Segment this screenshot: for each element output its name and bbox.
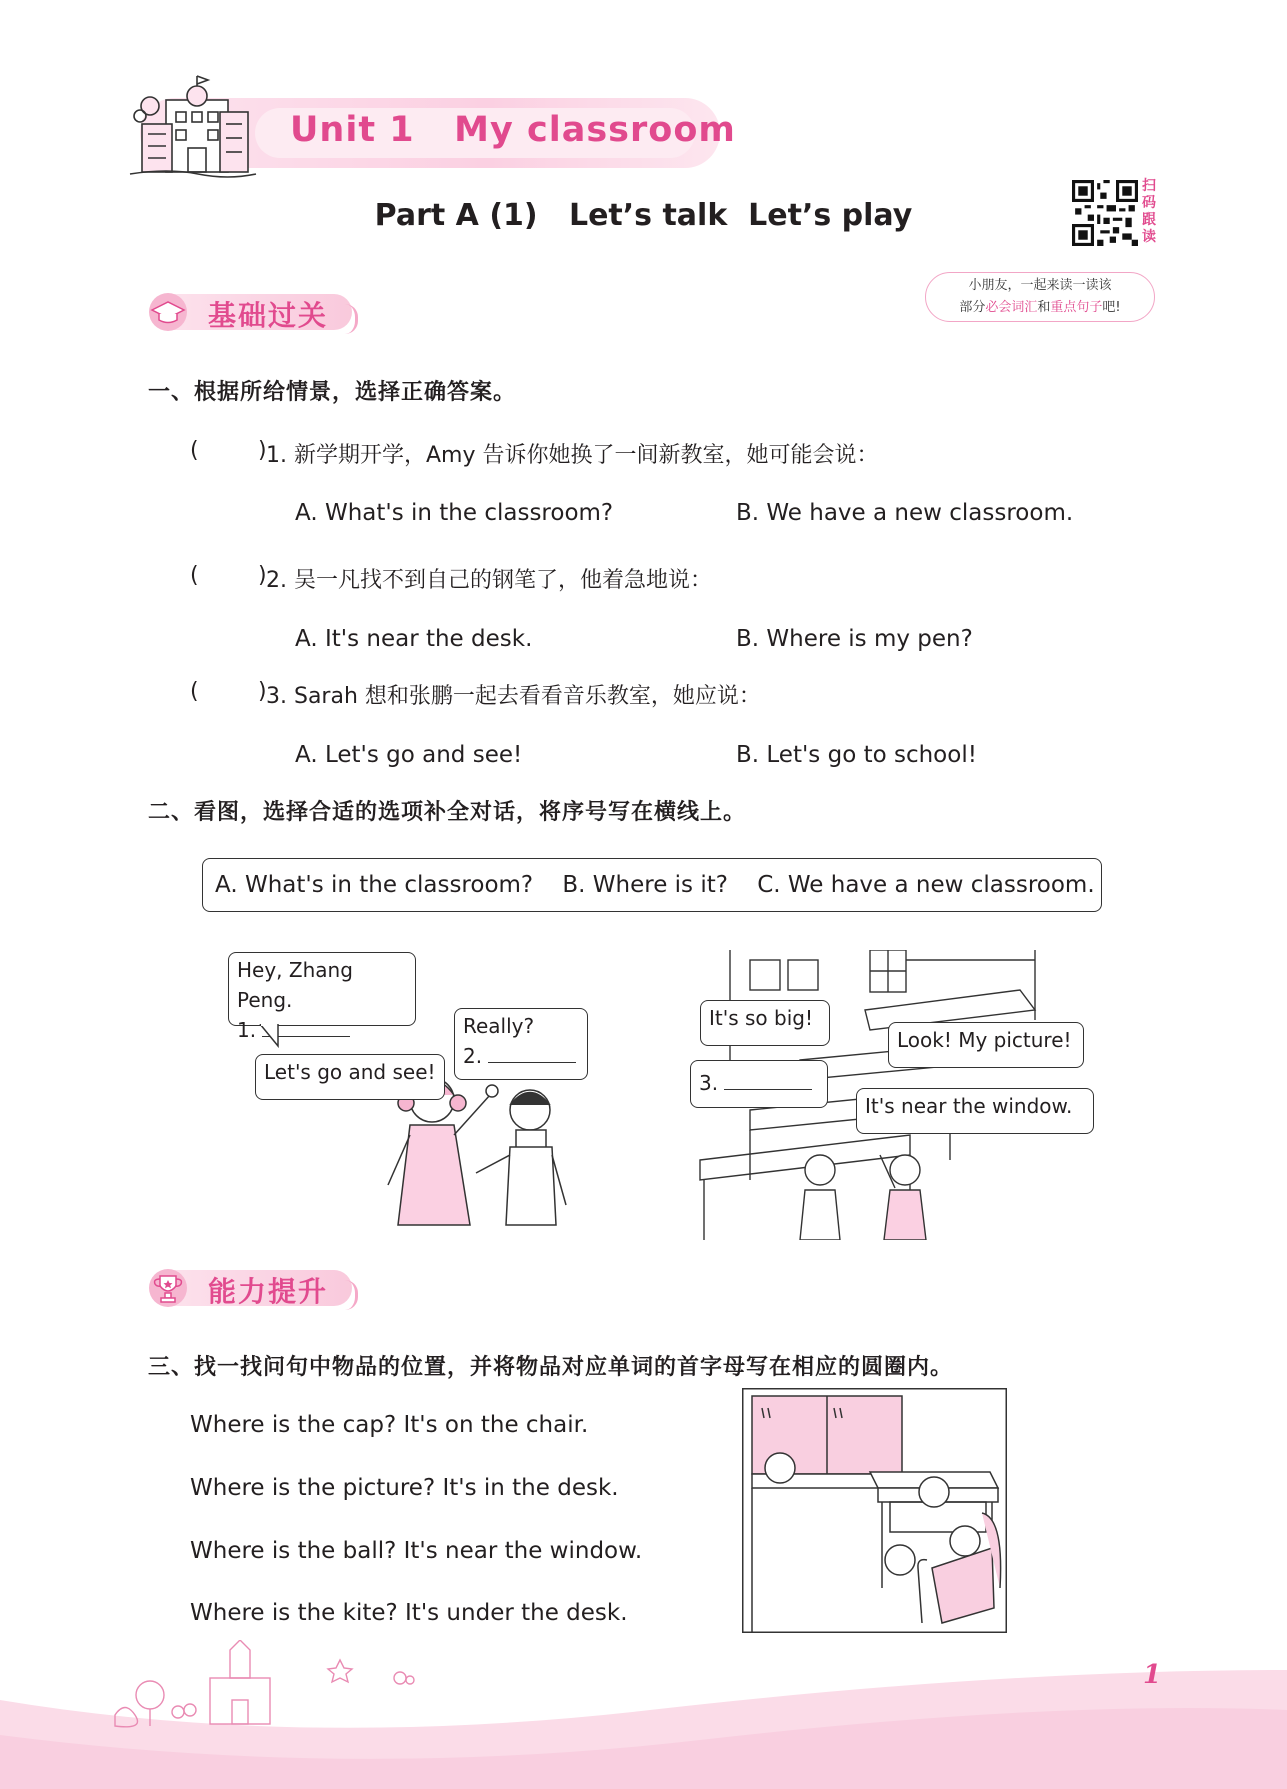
blank-3-label: 3. xyxy=(699,1071,719,1095)
q1-3-paren-open: ( xyxy=(190,679,199,704)
qr-code-icon[interactable] xyxy=(1072,180,1138,246)
q2-choice-box: A. What's in the classroom? B. Where is it? C. We have a new classroom. xyxy=(202,858,1102,912)
bubble-hey-zhang-peng-line1: Hey, Zhang Peng. xyxy=(237,958,353,1012)
graduation-cap-icon xyxy=(146,292,192,332)
q3-heading: 三、找一找问句中物品的位置，并将物品对应单词的首字母写在相应的圆圈内。 xyxy=(148,1355,954,1380)
bubble-near-window: It's near the window. xyxy=(856,1088,1094,1134)
q1-1-answer-blank[interactable]: ) xyxy=(258,438,267,463)
q2-heading: 二、看图，选择合适的选项补全对话，将序号写在横线上。 xyxy=(148,800,747,825)
bubble-blank-3 xyxy=(690,1060,828,1108)
q1-1-option-b: B. We have a new classroom. xyxy=(736,500,1074,526)
q3-sentence-2: Where is the picture? It's in the desk. xyxy=(190,1475,619,1501)
tip-bubble xyxy=(925,272,1155,322)
q1-3-option-a: A. Let's go and see! xyxy=(295,742,523,768)
trophy-icon xyxy=(146,1268,192,1308)
q1-1-paren-open: ( xyxy=(190,438,199,463)
section-advanced xyxy=(146,1268,386,1310)
bubble-hey-zhang-peng xyxy=(228,952,416,1042)
part-title: Part A (1) Let’s talk Let’s play xyxy=(374,198,913,233)
q1-2-option-a: A. It's near the desk. xyxy=(295,626,533,652)
answer-circle-window xyxy=(765,1453,795,1483)
q1-1-stem: 1. 新学期开学，Amy 告诉你她换了一间新教室，她可能会说： xyxy=(266,443,879,468)
q1-2-answer-blank[interactable]: ) xyxy=(258,563,267,588)
answer-circle-under-desk xyxy=(885,1545,915,1575)
room-picture xyxy=(742,1388,1007,1633)
blank-3-input[interactable] xyxy=(724,1071,812,1090)
qr-scan-label: 扫码跟读 xyxy=(1142,178,1156,245)
q1-2-option-b: B. Where is my pen? xyxy=(736,626,973,652)
section-basic-title: 基础过关 xyxy=(208,299,329,332)
page-number: 1 xyxy=(1143,1660,1162,1690)
blank-2-input[interactable] xyxy=(488,1044,576,1063)
bubble-really-line1: Really? xyxy=(463,1014,535,1038)
bubble-tail xyxy=(258,1024,288,1048)
q1-2-stem: 2. 吴一凡找不到自己的钢笔了，他着急地说： xyxy=(266,568,712,593)
section-basic xyxy=(146,292,386,334)
blank-1-label: 1. xyxy=(237,1018,257,1042)
q1-heading: 一、根据所给情景，选择正确答案。 xyxy=(148,380,517,405)
bubble-its-so-big: It's so big! xyxy=(700,1000,830,1046)
blank-2-label: 2. xyxy=(463,1044,483,1068)
answer-circle-desk xyxy=(919,1477,949,1507)
school-building-icon xyxy=(128,72,258,182)
bubble-look-my-picture: Look! My picture! xyxy=(888,1022,1084,1068)
bubble-lets-go-and-see: Let's go and see! xyxy=(255,1054,445,1100)
tip-line-1: 小朋友，一起来读一读该 xyxy=(968,278,1112,293)
q3-sentence-1: Where is the cap? It's on the chair. xyxy=(190,1412,589,1438)
q1-2-paren-open: ( xyxy=(190,563,199,588)
q1-3-answer-blank[interactable]: ) xyxy=(258,679,267,704)
tip-line-2: 部分必会词汇和重点句子吧! xyxy=(959,300,1121,315)
section-advanced-title: 能力提升 xyxy=(208,1275,329,1308)
footer-decoration xyxy=(0,1640,1287,1789)
bubble-really xyxy=(454,1008,588,1080)
q3-sentence-3: Where is the ball? It's near the window. xyxy=(190,1538,643,1564)
q1-3-stem: 3. Sarah 想和张鹏一起去看看音乐教室，她应说： xyxy=(266,684,761,709)
q1-3-option-b: B. Let's go to school! xyxy=(736,742,977,768)
q3-sentence-4: Where is the kite? It's under the desk. xyxy=(190,1600,628,1626)
q1-1-option-a: A. What's in the classroom? xyxy=(295,500,614,526)
unit-title: Unit 1 My classroom xyxy=(290,110,736,150)
answer-circle-chair xyxy=(950,1526,980,1556)
